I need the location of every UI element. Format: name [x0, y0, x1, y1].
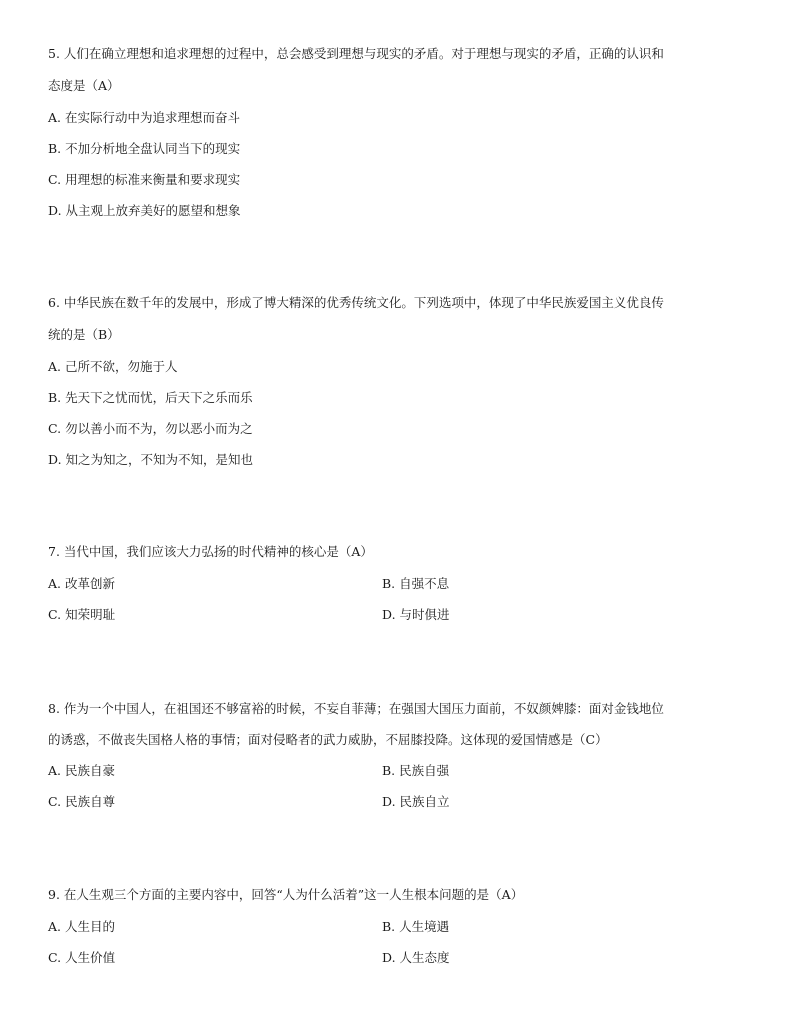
option-b: B. 不加分析地全盘认同当下的现实	[48, 141, 241, 156]
option-b: B. 自强不息	[382, 576, 450, 591]
question-stem: 6. 中华民族在数千年的发展中，形成了博大精深的优秀传统文化。下列选项中，体现了中华民族爱国主义优良传	[48, 295, 664, 310]
option-a: A. 人生目的	[48, 919, 115, 934]
option-b: B. 先天下之忧而忧，后天下之乐而乐	[48, 390, 253, 405]
question-stem: 态度是（A）	[48, 78, 120, 93]
option-d: D. 知之为知之，不知为不知，是知也	[48, 452, 254, 467]
option-c: C. 勿以善小而不为，勿以恶小而为之	[48, 421, 253, 436]
option-b: B. 人生境遇	[382, 919, 450, 934]
question-stem: 8. 作为一个中国人，在祖国还不够富裕的时候，不妄自菲薄；在强国大国压力面前，不奴颜婢膝：面对金钱地位	[48, 701, 664, 716]
question-stem: 的诱惑，不做丧失国格人格的事情；面对侵略者的武力威胁，不屈膝投降。这体现的爱国情感是（C）	[48, 732, 608, 747]
question-stem: 5. 人们在确立理想和追求理想的过程中，总会感受到理想与现实的矛盾。对于理想与现实的矛盾，正确的认识和	[48, 46, 664, 61]
option-a: A. 己所不欲，勿施于人	[48, 359, 178, 374]
option-d: D. 民族自立	[382, 794, 450, 809]
option-d: D. 从主观上放弃美好的愿望和想象	[48, 203, 241, 218]
question-stem: 9. 在人生观三个方面的主要内容中，回答“人为什么活着”这一人生根本问题的是（A）	[48, 887, 524, 902]
option-c: C. 民族自尊	[48, 794, 116, 809]
option-a: A. 改革创新	[48, 576, 115, 591]
option-d: D. 与时俱进	[382, 607, 450, 622]
option-c: C. 知荣明耻	[48, 607, 116, 622]
question-stem: 统的是（B）	[48, 327, 120, 342]
option-a: A. 民族自豪	[48, 763, 115, 778]
option-c: C. 用理想的标准来衡量和要求现实	[48, 172, 241, 187]
option-b: B. 民族自强	[382, 763, 450, 778]
option-c: C. 人生价值	[48, 950, 116, 965]
question-stem: 7. 当代中国，我们应该大力弘扬的时代精神的核心是（A）	[48, 544, 373, 559]
option-d: D. 人生态度	[382, 950, 450, 965]
option-a: A. 在实际行动中为追求理想而奋斗	[48, 110, 240, 125]
